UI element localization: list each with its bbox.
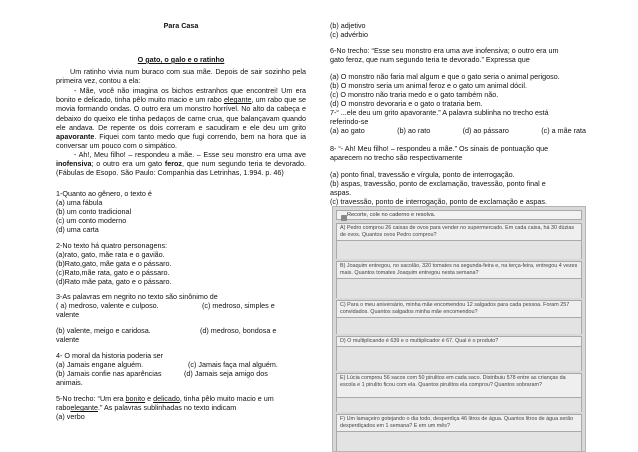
story-text: . Fiquei com tanto medo que fugi correndo, bem na hora que ia conversar um pouco com o simpático. [56, 132, 306, 151]
question-3-prompt: 3-As palavras em negrito no texto são sinônimo de [56, 292, 218, 301]
q5-text: rabo [56, 403, 71, 412]
question-8-prompt: 8- “- Ah! Meu filho! – respondeu a mãe.” Os sinais de pontuação que [330, 144, 549, 153]
q5-text: .” As palavras sublinhadas no texto indicam [97, 403, 237, 412]
q4-option-b[interactable]: (b) Jamais confie nas aparências [56, 369, 162, 378]
underlined-word-bonito: bonito [125, 394, 146, 403]
exercise-header-text: Recorte, cole no caderno e resolva. [347, 212, 436, 218]
q3-option-d[interactable]: (d) medroso, bondosa e [200, 326, 277, 335]
q1-option-d[interactable]: (d) uma carta [56, 225, 99, 234]
q2-option-c[interactable]: (c)Rato,mãe rata, gato e o pássaro. [56, 268, 170, 277]
story-paragraph-2 [56, 86, 306, 150]
q2-option-d[interactable]: (d)Rato mãe pata, gato e o pássaro. [56, 277, 172, 286]
q7-option-b[interactable]: (b) ao rato [397, 126, 431, 135]
exercise-item-a: A) Pedro comprou 26 caixas de ovos para vender no supermercado. Em cada caixa, há 30 dúzias de ovos. Quantos ovos Pedro comprou? [336, 223, 582, 241]
q6-option-a[interactable]: (a) O monstro não faria mal algum e que o gato seria o animal perigoso. [330, 72, 560, 81]
exercise-item-d: D) O multiplicando é 639 e o multiplicador é 67. Qual é o produto? [336, 336, 582, 347]
underlined-word-elegante: elegante [223, 95, 252, 105]
page-title: Para Casa [163, 21, 199, 30]
pencil-icon [341, 215, 347, 221]
story-text: - Mãe, você não imagina os bichos estranhos que encontrei! Um era bonito e delicado, tinha pêlo muito macio e um rabo [56, 86, 306, 105]
story-title: O gato, o galo e o ratinho [137, 55, 225, 64]
q3-option-b[interactable]: (b) valente, meigo e caridosa. [56, 326, 151, 335]
bold-word-inofensiva: inofensiva [56, 159, 92, 169]
story-text: ; o outro era um gato [91, 159, 165, 169]
q6-option-c[interactable]: (c) O monstro não traria medo e o gato também não. [330, 90, 499, 99]
question-6-prompt-continued: gato feroz, que num segundo teria te devorado.” Expressa que [330, 55, 530, 64]
story-text: , que num segundo teria te devorado. (Fábulas de Esopo. São Paulo: Companhia das Letrinhas, 1.994. p. 46) [56, 159, 306, 178]
question-5-prompt [56, 394, 274, 403]
answer-area [336, 347, 582, 371]
q3-option-c[interactable]: (c) medroso, simples e [202, 301, 275, 310]
q4-option-c[interactable]: (c) Jamais faça mal alguém. [188, 360, 278, 369]
question-5-prompt-continued [56, 403, 236, 412]
exercise-item-c: C) Para o meu aniversário, minha mãe encomendou 12 salgados para cada pessoa. Foram 257 convidados. Quantos salgados minha mãe encomendou? [336, 300, 582, 318]
q2-option-b[interactable]: (b)Rato,gato, mãe gata e o pássaro. [56, 259, 172, 268]
q4-option-d-continued: animais. [56, 378, 83, 387]
q6-option-d[interactable]: (d) O monstro devoraria e o gato o trataria bem. [330, 99, 483, 108]
q8-option-b-continued: aspas. [330, 188, 352, 197]
q7-options [330, 126, 586, 135]
q5-text: , tinha pêlo muito macio e um [179, 394, 274, 403]
q5-option-c[interactable]: (c) advérbio [330, 30, 368, 39]
question-8-prompt-continued: aparecem no trecho são respectivamente [330, 153, 463, 162]
question-2-prompt: 2-No texto há quatro personagens: [56, 241, 168, 250]
exercise-item-b: B) Joaquim entregou, no sacolão, 320 tomates na segunda-feira e, na terça-feira, entregou 4 vezes mais. Quantos tomates Joaquim entregou nesta semana? [336, 261, 582, 279]
story-paragraph-3 [56, 150, 306, 188]
q2-option-a[interactable]: (a)rato, gato, mãe rata e o gavião. [56, 250, 165, 259]
question-6-prompt: 6-No trecho: “Esse seu monstro era uma ave inofensiva; o outro era um [330, 46, 559, 55]
q8-option-b[interactable]: (b) aspas, travessão, ponto de exclamação, travessão, ponto final e [330, 179, 546, 188]
q7-option-d[interactable]: (d) ao pássaro [462, 126, 509, 135]
answer-area [336, 398, 582, 412]
q4-option-d[interactable]: (d) Jamais seja amigo dos [184, 369, 268, 378]
q5-text: e [145, 394, 154, 403]
q7-option-a[interactable]: (a) ao gato [330, 126, 365, 135]
bold-word-apavorante: apavorante [56, 132, 95, 142]
q1-option-a[interactable]: (a) uma fábula [56, 198, 103, 207]
q3-option-d-continued: valente [56, 335, 80, 344]
q5-option-a[interactable]: (a) verbo [56, 412, 85, 421]
exercise-image [332, 206, 586, 452]
q5-text: 5-No trecho: “Um era [56, 394, 126, 403]
story-text: , um rabo que se movia formando ondas. O outro era um monstro horrível. No alto da cabeça e debaixo do queixo ele tinha pedaços de carne crua, que balançavam quando ele andava. De repente os dois correram e sacudiram e ele deu um grito [56, 95, 306, 132]
q1-option-c[interactable]: (c) um conto moderno [56, 216, 127, 225]
answer-area [336, 241, 582, 259]
exercise-header [336, 210, 582, 220]
q3-option-a[interactable]: ( a) medroso, valente e culposo. [56, 301, 159, 310]
story-paragraph-1: Um ratinho vivia num buraco com sua mãe. Depois de sair sozinho pela primeira vez, contou a ela: [56, 67, 306, 86]
q5-option-b[interactable]: (b) adjetivo [330, 21, 366, 30]
question-7-prompt-continued: referindo-se [330, 117, 369, 126]
q1-option-b[interactable]: (b) um conto tradicional [56, 207, 132, 216]
q8-option-a[interactable]: (a) ponto final, travessão e vírgula, ponto de interrogação. [330, 170, 515, 179]
question-4-prompt: 4- O moral da historia poderia ser [56, 351, 164, 360]
story-text: - Ah!, Meu filho! – respondeu a mãe. – Esse seu monstro era uma ave [74, 150, 306, 159]
answer-area [336, 432, 582, 452]
underlined-word-elegante: elegante [70, 403, 98, 412]
answer-area [336, 279, 582, 298]
underlined-word-delicado: delicado [153, 394, 180, 403]
question-7-prompt: 7-“ ...ele deu um grito apavorante.” A palavra sublinha no trecho está [330, 108, 549, 117]
q8-option-c[interactable]: (c) travessão, ponto de interrogação, ponto de exclamação e aspas. [330, 197, 547, 206]
q7-option-c[interactable]: (c) a mãe rata [541, 126, 586, 135]
answer-area [336, 318, 582, 334]
q6-option-b[interactable]: (b) O monstro seria um animal feroz e o gato um animal dócil. [330, 81, 527, 90]
q3-option-c-continued: valente [56, 310, 80, 319]
q4-option-a[interactable]: (a) Jamais engane alguém. [56, 360, 144, 369]
question-1-prompt: 1-Quanto ao gênero, o texto é [56, 189, 152, 198]
exercise-item-e: E) Lúcia comprou 56 sacos com 50 pirulitos em cada saco. Distribuiu 578 entre as crianças da escola e 1 pirulito ficou com ela. Quantos pirulitos ela comprou? Quantos sobraram? [336, 373, 582, 398]
exercise-item-f: F) Um lamaçeiro gotejando o dia todo, desperdiça 46 litros de água. Quantos litros de água serão desperdiçados em 1 semana? E em um mês? [336, 414, 582, 432]
bold-word-feroz: feroz [164, 159, 182, 169]
